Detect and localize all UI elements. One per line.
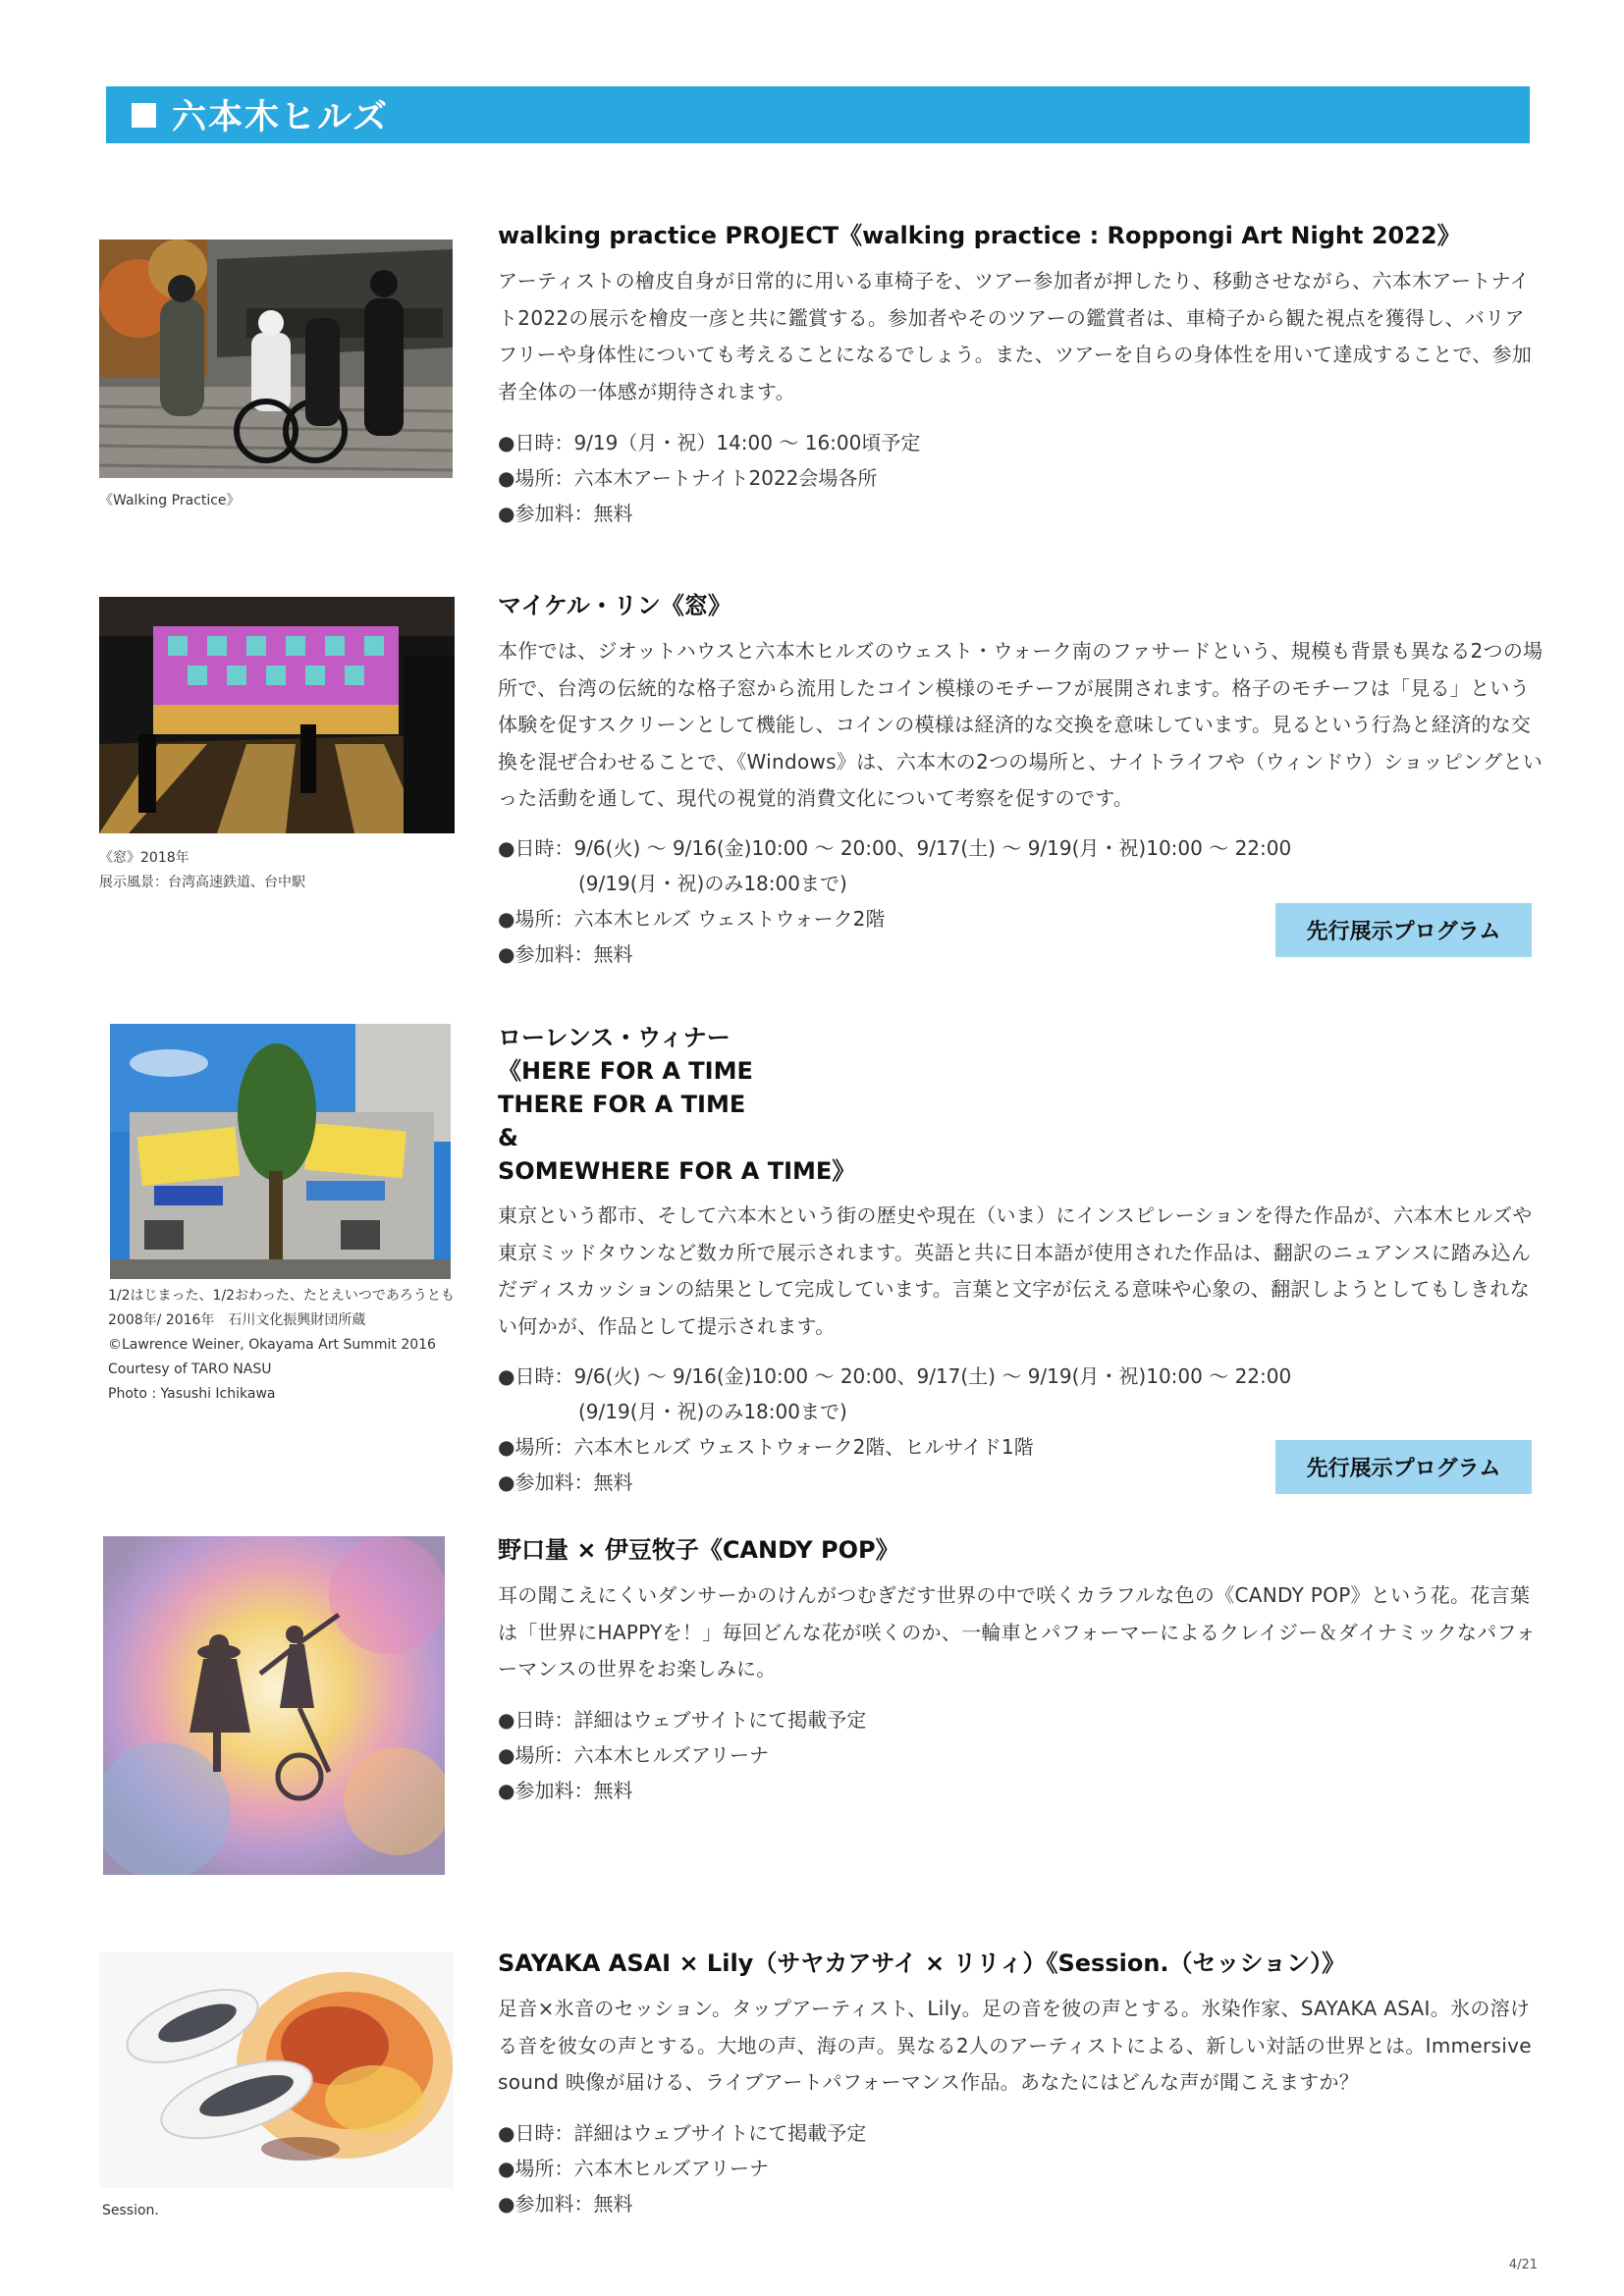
- event-date: ●日時：詳細はウェブサイトにて掲載予定: [498, 2121, 867, 2145]
- event-photo-here-for-a-time: [110, 1024, 451, 1279]
- section-header: [106, 86, 1530, 143]
- event-description: 東京という都市、そして六本木という街の歴史や現在（いま）にインスピレーションを得た作品が、六本木ヒルズや東京ミッドタウンなど数カ所で展示されます。英語と共に日本語が使用された作品は、翻訳のニュアンスに踏み込んだディスカッションの結果として完成しています。言葉と文字が伝える意味や心象の、翻訳しようとしてもしきれない何かが、作品として提示されます。: [498, 1203, 1533, 1338]
- event-date-note: (9/19(月・祝)のみ18:00まで): [578, 872, 847, 895]
- event-title: SAYAKA ASAI × Lily（サヤカアサイ × リリィ）《Session.（セッション）》: [498, 1949, 1346, 1977]
- event-date: ●日時：9/19（月・祝）14:00 ～ 16:00頃予定: [498, 431, 921, 454]
- event-fee: ●参加料：無料: [498, 1779, 633, 1802]
- event-place: ●場所：六本木アートナイト2022会場各所: [498, 466, 878, 490]
- event-place: ●場所：六本木ヒルズ ウェストウォーク2階: [498, 907, 886, 931]
- event-place: ●場所：六本木ヒルズアリーナ: [498, 2157, 770, 2180]
- event-date: ●日時：詳細はウェブサイトにて掲載予定: [498, 1708, 867, 1732]
- photo-caption: Session.: [102, 2203, 159, 2218]
- event-date-note: (9/19(月・祝)のみ18:00まで): [578, 1400, 847, 1423]
- page-number: 4/21: [1508, 2258, 1538, 2272]
- event-description: アーティストの檜皮自身が日常的に用いる車椅子を、ツアー参加者が押したり、移動させながら、六本木アートナイト2022の展示を檜皮一彦と共に鑑賞する。参加者やそのツアーの鑑賞者は、車椅子から観た視点を獲得し、バリアフリーや身体性についても考えることになるでしょう。また、ツアーを自らの身体性を用いて達成することで、参加者全体の一体感が期待されます。: [498, 269, 1533, 403]
- preview-program-badge: 先行展示プログラム: [1275, 903, 1532, 957]
- event-fee: ●参加料：無料: [498, 942, 633, 966]
- section-title: 六本木ヒルズ: [172, 98, 389, 137]
- event-fee: ●参加料：無料: [498, 2192, 633, 2216]
- event-title: walking practice PROJECT《walking practice : Roppongi Art Night 2022》: [498, 222, 1461, 249]
- event-photo-candy-pop: [103, 1536, 445, 1875]
- event-fee: ●参加料：無料: [498, 502, 633, 525]
- photo-caption: 《窓》2018年 展示風景：台湾高速鉄道、台中駅: [99, 850, 305, 890]
- preview-program-badge: 先行展示プログラム: [1275, 1440, 1532, 1494]
- event-date: ●日時：9/6(火) ～ 9/16(金)10:00 ～ 20:00、9/17(土) ～ 9/19(月・祝)10:00 ～ 22:00: [498, 836, 1292, 860]
- square-bullet-icon: [132, 103, 156, 128]
- event-photo-session: [99, 1952, 454, 2188]
- event-photo-walking-practice: [99, 240, 453, 478]
- event-date: ●日時：9/6(火) ～ 9/16(金)10:00 ～ 20:00、9/17(土) ～ 9/19(月・祝)10:00 ～ 22:00: [498, 1364, 1292, 1388]
- event-place: ●場所：六本木ヒルズアリーナ: [498, 1743, 770, 1767]
- event-title: 野口量 × 伊豆牧子《CANDY POP》: [498, 1536, 899, 1564]
- photo-caption: 1/2はじまった、1/2おわった、たとえいつであろうとも 2008年/ 2016年 石川文化振興財団所蔵 ©Lawrence Weiner, Okayama Art Summit 2016 Courtesy of TARO NASU Photo : Yasushi Ichikawa: [108, 1288, 455, 1402]
- event-description: 耳の聞こえにくいダンサーかのけんがつむぎだす世界の中で咲くカラフルな色の《CANDY POP》という花。花言葉は「世界にHAPPYを！」毎回どんな花が咲くのか、一輪車とパフォーマーによるクレイジー＆ダイナミックなパフォーマンスの世界をお楽しみに。: [498, 1583, 1537, 1681]
- event-title: ローレンス・ウィナー 《HERE FOR A TIME THERE FOR A TIME & SOMEWHERE FOR A TIME》: [498, 1024, 856, 1185]
- event-fee: ●参加料：無料: [498, 1470, 633, 1494]
- event-description: 本作では、ジオットハウスと六本木ヒルズのウェスト・ウォーク南のファサードという、規模も背景も異なる2つの場所で、台湾の伝統的な格子窓から流用したコイン模様のモチーフが展開されます。格子のモチーフは「見る」という体験を促すスクリーンとして機能し、コインの模様は経済的な交換を意味しています。見るという行為と経済的な交換を混ぜ合わせることで、《Windows》は、六本木の2つの場所と、ナイトライフや（ウィンドウ）ショッピングといった活動を通して、現代の視覚的消費文化について考察を促すのです。: [498, 639, 1543, 810]
- event-photo-windows: [99, 597, 455, 833]
- event-description: 足音×氷音のセッション。タップアーティスト、Lily。足の音を彼の声とする。氷染作家、SAYAKA ASAI。氷の溶ける音を彼女の声とする。大地の声、海の声。異なる2人のアーティストによる、新しい対話の世界とは。Immersive sound 映像が届ける、ライブアートパフォーマンス作品。あなたにはどんな声が聞こえますか？: [498, 1997, 1532, 2094]
- photo-caption: 《Walking Practice》: [99, 493, 241, 508]
- event-place: ●場所：六本木ヒルズ ウェストウォーク2階、ヒルサイド1階: [498, 1435, 1034, 1459]
- event-title: マイケル・リン《窓》: [498, 592, 731, 619]
